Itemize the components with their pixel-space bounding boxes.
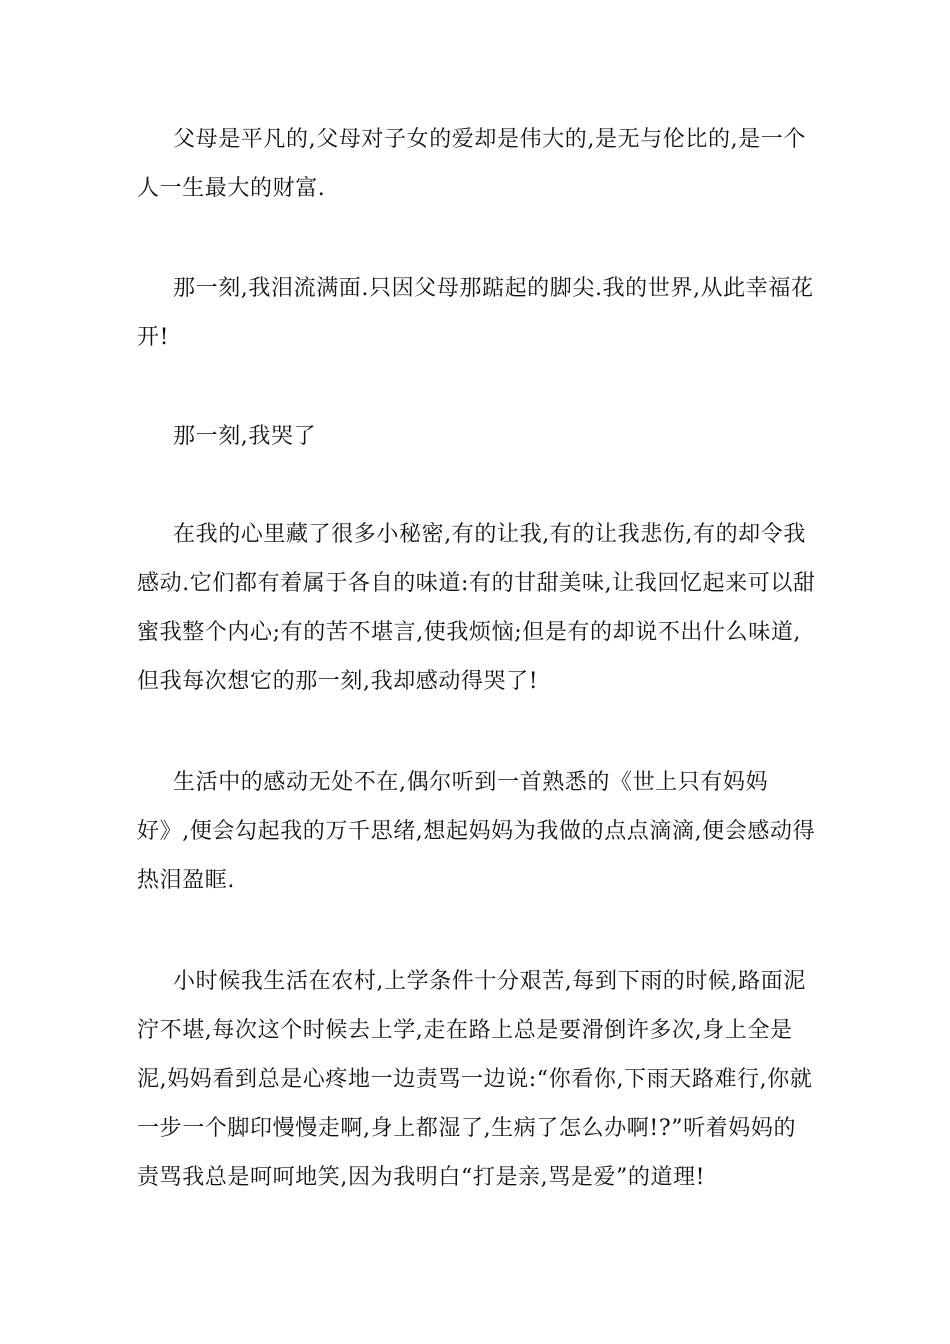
paragraph-childhood: 小时候我生活在农村,上学条件十分艰苦,每到下雨的时候,路面泥泞不堪,每次这个时候去上学,走在路上总是要滑倒许多次,身上全是泥,妈妈看到总是心疼地一边责骂一边说:“你看你,下雨天路难行,你就一步一个脚印慢慢走啊,身上都湿了,生病了怎么办啊!?”听着妈妈的责骂我总是呵呵地笑,因为我明白“打是亲,骂是爱”的道理! xyxy=(137,969,813,1190)
paragraph-secrets: 在我的心里藏了很多小秘密,有的让我,有的让我悲伤,有的却令我感动.它们都有着属于各自的味道:有的甘甜美味,让我回忆起来可以甜蜜我整个内心;有的苦不堪言,使我烦恼;但是有的却说不出什么味道,但我每次想它的那一刻,我却感动得哭了! xyxy=(137,522,816,694)
paragraph-song: 生活中的感动无处不在,偶尔听到一首熟悉的《世上只有妈妈好》,便会勾起我的万千思绪,想起妈妈为我做的点点滴滴,便会感动得热泪盈眶. xyxy=(137,770,816,893)
paragraph-heading-cried: 那一刻,我哭了 xyxy=(173,424,317,449)
paragraph-parents-love: 父母是平凡的,父母对子女的爱却是伟大的,是无与伦比的,是一个人一生最大的财富. xyxy=(137,127,806,201)
paragraph-tears: 那一刻,我泪流满面.只因父母那踮起的脚尖.我的世界,从此幸福花开! xyxy=(137,276,814,350)
